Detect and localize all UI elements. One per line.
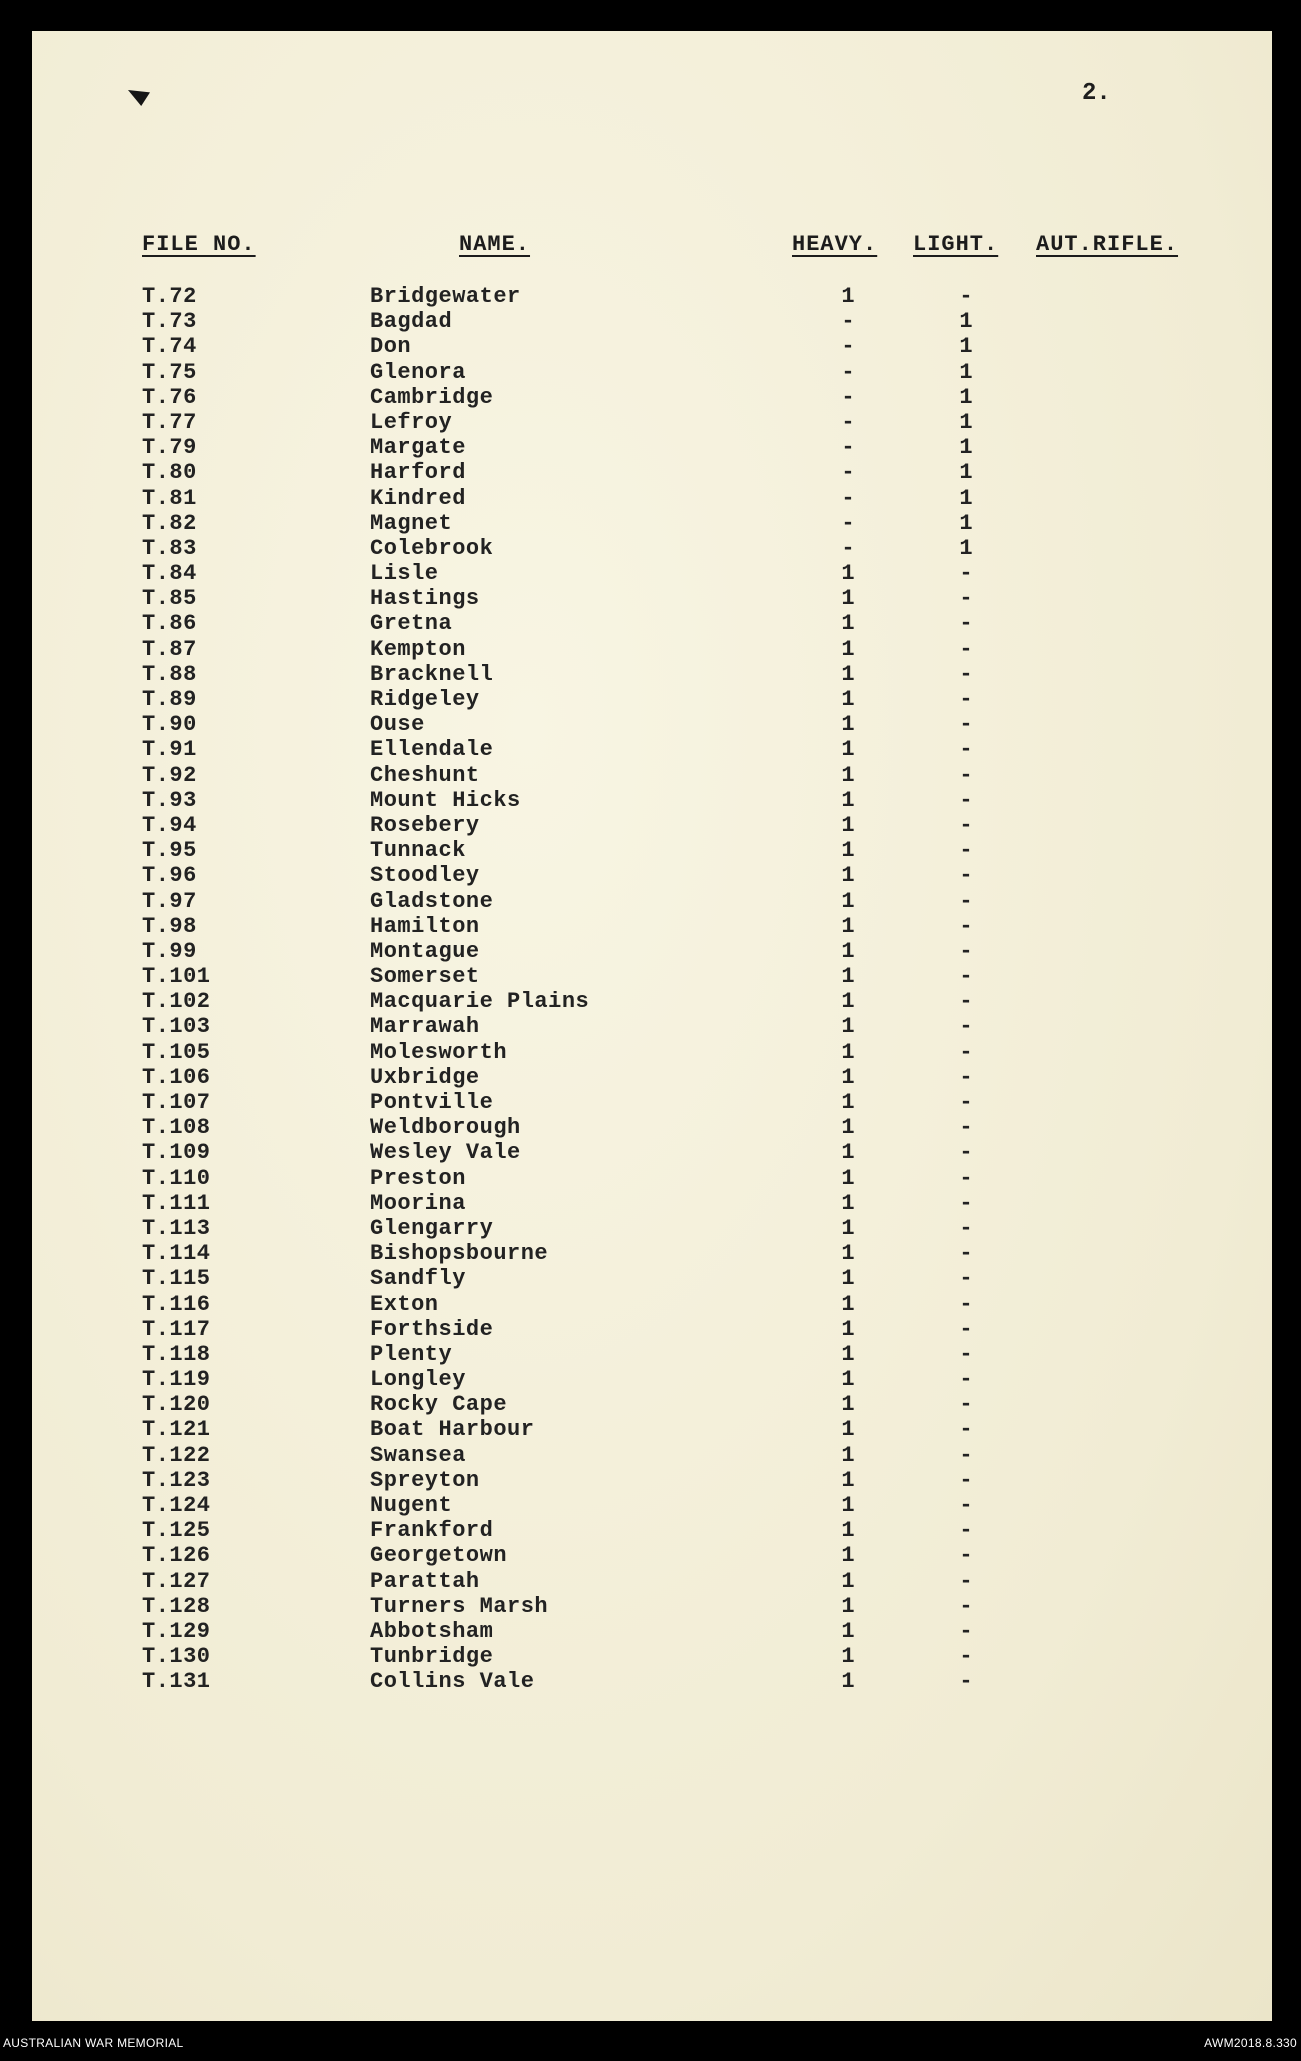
table-row [0, 1468, 1301, 1493]
file-no-cell: T.72 [142, 284, 197, 309]
heavy-cell: 1 [841, 1442, 855, 1468]
table-row [0, 460, 1301, 485]
file-no-cell: T.101 [142, 964, 211, 990]
heavy-cell: 1 [841, 1064, 855, 1090]
light-cell: - [959, 762, 973, 788]
name-cell: Hamilton [370, 913, 480, 939]
heavy-cell: 1 [841, 1593, 855, 1619]
name-cell: Colebrook [370, 535, 494, 561]
file-no-cell: T.94 [142, 812, 197, 838]
table-row [0, 1191, 1301, 1216]
table-row [0, 360, 1301, 385]
light-cell: - [959, 1593, 973, 1619]
light-cell: - [959, 1543, 973, 1569]
table-row [0, 385, 1301, 410]
heavy-cell: - [841, 334, 855, 360]
light-cell: - [959, 1316, 973, 1342]
file-no-cell: T.130 [142, 1644, 211, 1670]
light-cell: - [959, 1090, 973, 1115]
file-no-cell: T.75 [142, 359, 197, 385]
name-cell: Frankford [370, 1518, 494, 1544]
heavy-cell: - [841, 309, 855, 335]
file-no-cell: T.121 [142, 1417, 211, 1443]
file-no-cell: T.109 [142, 1140, 211, 1166]
light-cell: - [959, 812, 973, 838]
table-row [0, 863, 1301, 888]
table-row [0, 1216, 1301, 1241]
light-cell: - [959, 787, 973, 813]
light-cell: - [959, 1367, 973, 1393]
table-row [0, 1166, 1301, 1191]
file-no-cell: T.93 [142, 787, 197, 813]
heavy-cell: 1 [841, 1316, 855, 1342]
heavy-cell: 1 [841, 1392, 855, 1418]
name-cell: Cheshunt [370, 762, 480, 788]
light-cell: - [959, 989, 973, 1015]
file-no-cell: T.79 [142, 435, 197, 461]
name-cell: Ouse [370, 712, 425, 738]
light-cell: - [959, 1341, 973, 1367]
table-row [0, 964, 1301, 989]
light-cell: 1 [959, 409, 973, 435]
light-cell: - [959, 1467, 973, 1493]
file-no-cell: T.81 [142, 485, 197, 511]
heavy-cell: 1 [841, 611, 855, 637]
file-no-cell: T.102 [142, 989, 211, 1015]
name-cell: Tunbridge [370, 1644, 494, 1670]
light-cell: - [959, 938, 973, 964]
light-cell: - [959, 1115, 973, 1141]
light-cell: - [959, 611, 973, 637]
name-cell: Spreyton [370, 1467, 480, 1493]
name-cell: Rosebery [370, 812, 480, 838]
table-row [0, 813, 1301, 838]
table-row [0, 536, 1301, 561]
table-row [0, 1241, 1301, 1266]
table-row [0, 1543, 1301, 1568]
heavy-cell: 1 [841, 1090, 855, 1115]
heavy-cell: 1 [841, 1140, 855, 1166]
name-cell: Mount Hicks [370, 787, 521, 813]
table-row [0, 1367, 1301, 1392]
file-no-cell: T.113 [142, 1215, 211, 1241]
header-file-no: FILE NO. [142, 232, 256, 257]
light-cell: - [959, 1392, 973, 1418]
heavy-cell: - [841, 460, 855, 486]
heavy-cell: 1 [841, 561, 855, 587]
file-no-cell: T.129 [142, 1618, 211, 1644]
name-cell: Forthside [370, 1316, 494, 1342]
light-cell: - [959, 737, 973, 763]
name-cell: Margate [370, 435, 466, 461]
file-no-cell: T.124 [142, 1493, 211, 1518]
light-cell: - [959, 1568, 973, 1594]
heavy-cell: - [841, 485, 855, 511]
file-no-cell: T.80 [142, 460, 197, 486]
name-cell: Montague [370, 938, 480, 964]
light-cell: - [959, 1140, 973, 1166]
file-no-cell: T.131 [142, 1669, 211, 1695]
table-row [0, 637, 1301, 662]
table-row [0, 1266, 1301, 1291]
heavy-cell: 1 [841, 787, 855, 813]
name-cell: Bagdad [370, 309, 453, 335]
heavy-cell: 1 [841, 1367, 855, 1393]
table-row [0, 586, 1301, 611]
light-cell: - [959, 1039, 973, 1065]
file-no-cell: T.82 [142, 510, 197, 536]
light-cell: - [959, 636, 973, 662]
table-row [0, 1090, 1301, 1115]
table-row [0, 1443, 1301, 1468]
file-no-cell: T.118 [142, 1341, 211, 1367]
name-cell: Don [370, 334, 412, 360]
light-cell: - [959, 1493, 973, 1518]
table-row [0, 788, 1301, 813]
table-row [0, 989, 1301, 1014]
name-cell: Pontville [370, 1090, 494, 1115]
file-no-cell: T.92 [142, 762, 197, 788]
light-cell: 1 [959, 460, 973, 486]
page-number: 2. [1082, 80, 1111, 107]
name-cell: Ellendale [370, 737, 494, 763]
light-cell: - [959, 561, 973, 587]
file-no-cell: T.73 [142, 309, 197, 335]
name-cell: Rocky Cape [370, 1392, 508, 1418]
name-cell: Moorina [370, 1190, 466, 1216]
name-cell: Glengarry [370, 1215, 494, 1241]
light-cell: 1 [959, 334, 973, 360]
name-cell: Kindred [370, 485, 466, 511]
heavy-cell: 1 [841, 1039, 855, 1065]
heavy-cell: - [841, 535, 855, 561]
header-aut-rifle: AUT.RIFLE. [1036, 232, 1179, 257]
table-row [0, 1292, 1301, 1317]
name-cell: Ridgeley [370, 687, 480, 712]
name-cell: Collins Vale [370, 1669, 535, 1695]
light-cell: 1 [959, 359, 973, 385]
heavy-cell: - [841, 409, 855, 435]
light-cell: - [959, 1417, 973, 1443]
heavy-cell: 1 [841, 1190, 855, 1216]
table-row [0, 939, 1301, 964]
heavy-cell: - [841, 435, 855, 461]
table-row [0, 737, 1301, 762]
heavy-cell: 1 [841, 1669, 855, 1695]
heavy-cell: 1 [841, 661, 855, 687]
heavy-cell: 1 [841, 762, 855, 788]
heavy-cell: 1 [841, 737, 855, 763]
table-row [0, 561, 1301, 586]
name-cell: Longley [370, 1367, 466, 1393]
name-cell: Georgetown [370, 1543, 508, 1569]
heavy-cell: 1 [841, 284, 855, 309]
table-row [0, 1594, 1301, 1619]
heavy-cell: - [841, 384, 855, 410]
heavy-cell: 1 [841, 1266, 855, 1292]
file-no-cell: T.105 [142, 1039, 211, 1065]
name-cell: Tunnack [370, 838, 466, 864]
light-cell: 1 [959, 309, 973, 335]
light-cell: - [959, 1266, 973, 1292]
table-row [0, 1014, 1301, 1039]
name-cell: Hastings [370, 586, 480, 612]
table-row [0, 1115, 1301, 1140]
heavy-cell: 1 [841, 938, 855, 964]
heavy-cell: 1 [841, 989, 855, 1015]
header-light: LIGHT. [913, 232, 999, 257]
light-cell: - [959, 1165, 973, 1191]
heavy-cell: 1 [841, 586, 855, 612]
table-row [0, 611, 1301, 636]
table-row [0, 889, 1301, 914]
heavy-cell: 1 [841, 863, 855, 889]
table-row [0, 763, 1301, 788]
table-row [0, 1644, 1301, 1669]
heavy-cell: 1 [841, 1165, 855, 1191]
heavy-cell: - [841, 510, 855, 536]
light-cell: - [959, 1190, 973, 1216]
file-no-cell: T.117 [142, 1316, 211, 1342]
light-cell: - [959, 712, 973, 738]
heavy-cell: 1 [841, 1417, 855, 1443]
table-row [0, 1493, 1301, 1518]
name-cell: Macquarie Plains [370, 989, 590, 1015]
name-cell: Wesley Vale [370, 1140, 521, 1166]
file-no-cell: T.110 [142, 1165, 211, 1191]
table-row [0, 410, 1301, 435]
heavy-cell: 1 [841, 687, 855, 712]
heavy-cell: 1 [841, 1291, 855, 1317]
heavy-cell: 1 [841, 1644, 855, 1670]
table-row [0, 1140, 1301, 1165]
file-no-cell: T.97 [142, 888, 197, 914]
light-cell: - [959, 1669, 973, 1695]
file-no-cell: T.107 [142, 1090, 211, 1115]
name-cell: Bracknell [370, 661, 494, 687]
file-no-cell: T.84 [142, 561, 197, 587]
heavy-cell: 1 [841, 1493, 855, 1518]
name-cell: Magnet [370, 510, 453, 536]
name-cell: Swansea [370, 1442, 466, 1468]
table-row [0, 435, 1301, 460]
file-no-cell: T.122 [142, 1442, 211, 1468]
name-cell: Parattah [370, 1568, 480, 1594]
name-cell: Bishopsbourne [370, 1241, 549, 1267]
heavy-cell: 1 [841, 913, 855, 939]
heavy-cell: 1 [841, 812, 855, 838]
light-cell: 1 [959, 435, 973, 461]
file-no-cell: T.114 [142, 1241, 211, 1267]
name-cell: Weldborough [370, 1115, 521, 1141]
heavy-cell: 1 [841, 1543, 855, 1569]
name-cell: Gladstone [370, 888, 494, 914]
light-cell: 1 [959, 535, 973, 561]
light-cell: 1 [959, 384, 973, 410]
table-row [0, 1669, 1301, 1694]
light-cell: - [959, 888, 973, 914]
file-no-cell: T.111 [142, 1190, 211, 1216]
name-cell: Turners Marsh [370, 1593, 549, 1619]
light-cell: - [959, 1618, 973, 1644]
light-cell: - [959, 1215, 973, 1241]
heavy-cell: 1 [841, 636, 855, 662]
file-no-cell: T.103 [142, 1014, 211, 1040]
name-cell: Somerset [370, 964, 480, 990]
name-cell: Glenora [370, 359, 466, 385]
name-cell: Plenty [370, 1341, 453, 1367]
name-cell: Marrawah [370, 1014, 480, 1040]
file-no-cell: T.74 [142, 334, 197, 360]
light-cell: - [959, 964, 973, 990]
file-no-cell: T.126 [142, 1543, 211, 1569]
name-cell: Stoodley [370, 863, 480, 889]
table-row [0, 838, 1301, 863]
file-no-cell: T.95 [142, 838, 197, 864]
header-name: NAME. [459, 232, 531, 257]
table-row [0, 309, 1301, 334]
file-no-cell: T.125 [142, 1518, 211, 1544]
file-no-cell: T.119 [142, 1367, 211, 1393]
light-cell: - [959, 1014, 973, 1040]
table-row [0, 1040, 1301, 1065]
light-cell: - [959, 863, 973, 889]
file-no-cell: T.88 [142, 661, 197, 687]
file-no-cell: T.127 [142, 1568, 211, 1594]
file-no-cell: T.83 [142, 535, 197, 561]
table-row [0, 712, 1301, 737]
table-row [0, 1569, 1301, 1594]
light-cell: - [959, 687, 973, 712]
name-cell: Molesworth [370, 1039, 508, 1065]
light-cell: - [959, 1291, 973, 1317]
light-cell: - [959, 586, 973, 612]
file-no-cell: T.96 [142, 863, 197, 889]
name-cell: Bridgewater [370, 284, 521, 309]
file-no-cell: T.108 [142, 1115, 211, 1141]
file-no-cell: T.123 [142, 1467, 211, 1493]
name-cell: Exton [370, 1291, 439, 1317]
heavy-cell: 1 [841, 964, 855, 990]
header-heavy: HEAVY. [792, 232, 878, 257]
file-no-cell: T.89 [142, 687, 197, 712]
light-cell: 1 [959, 510, 973, 536]
table-row [0, 687, 1301, 712]
light-cell: - [959, 913, 973, 939]
file-no-cell: T.90 [142, 712, 197, 738]
table-row [0, 1518, 1301, 1543]
light-cell: - [959, 1644, 973, 1670]
light-cell: - [959, 661, 973, 687]
heavy-cell: 1 [841, 1215, 855, 1241]
heavy-cell: 1 [841, 888, 855, 914]
name-cell: Boat Harbour [370, 1417, 535, 1443]
light-cell: - [959, 1241, 973, 1267]
heavy-cell: 1 [841, 712, 855, 738]
table-row [0, 662, 1301, 687]
footer-source: AUSTRALIAN WAR MEMORIAL [3, 2036, 184, 2050]
file-no-cell: T.76 [142, 384, 197, 410]
heavy-cell: - [841, 359, 855, 385]
file-no-cell: T.128 [142, 1593, 211, 1619]
heavy-cell: 1 [841, 1115, 855, 1141]
name-cell: Uxbridge [370, 1064, 480, 1090]
name-cell: Gretna [370, 611, 453, 637]
file-list [0, 284, 1301, 1695]
heavy-cell: 1 [841, 1467, 855, 1493]
heavy-cell: 1 [841, 1241, 855, 1267]
table-row [0, 914, 1301, 939]
heavy-cell: 1 [841, 838, 855, 864]
file-no-cell: T.120 [142, 1392, 211, 1418]
table-row [0, 1417, 1301, 1442]
table-row [0, 334, 1301, 359]
light-cell: - [959, 838, 973, 864]
heavy-cell: 1 [841, 1618, 855, 1644]
name-cell: Lisle [370, 561, 439, 587]
name-cell: Abbotsham [370, 1618, 494, 1644]
table-row [0, 1065, 1301, 1090]
table-row [0, 1342, 1301, 1367]
table-row [0, 1392, 1301, 1417]
file-no-cell: T.115 [142, 1266, 211, 1292]
file-no-cell: T.106 [142, 1064, 211, 1090]
light-cell: - [959, 1064, 973, 1090]
heavy-cell: 1 [841, 1341, 855, 1367]
file-no-cell: T.116 [142, 1291, 211, 1317]
file-no-cell: T.99 [142, 938, 197, 964]
name-cell: Sandfly [370, 1266, 466, 1292]
file-no-cell: T.91 [142, 737, 197, 763]
file-no-cell: T.77 [142, 409, 197, 435]
table-row [0, 511, 1301, 536]
table-row [0, 284, 1301, 309]
light-cell: - [959, 1442, 973, 1468]
name-cell: Preston [370, 1165, 466, 1191]
file-no-cell: T.85 [142, 586, 197, 612]
table-row [0, 486, 1301, 511]
light-cell: 1 [959, 485, 973, 511]
light-cell: - [959, 284, 973, 309]
name-cell: Nugent [370, 1493, 453, 1518]
heavy-cell: 1 [841, 1568, 855, 1594]
table-row [0, 1317, 1301, 1342]
file-no-cell: T.87 [142, 636, 197, 662]
file-no-cell: T.86 [142, 611, 197, 637]
table-row [0, 1619, 1301, 1644]
name-cell: Cambridge [370, 384, 494, 410]
name-cell: Kempton [370, 636, 466, 662]
heavy-cell: 1 [841, 1014, 855, 1040]
name-cell: Harford [370, 460, 466, 486]
footer-reference: AWM2018.8.330 [1204, 2036, 1297, 2050]
file-no-cell: T.98 [142, 913, 197, 939]
heavy-cell: 1 [841, 1518, 855, 1544]
name-cell: Lefroy [370, 409, 453, 435]
light-cell: - [959, 1518, 973, 1544]
